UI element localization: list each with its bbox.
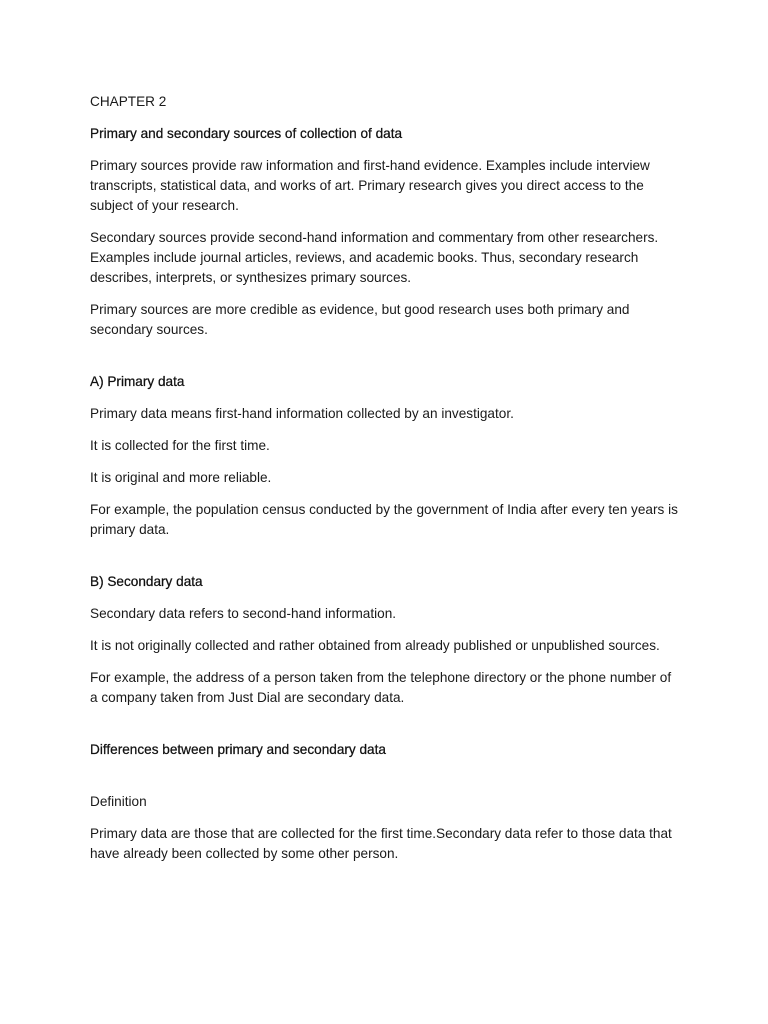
intro-paragraph-3: Primary sources are more credible as evidence, but good research uses both primary and secondary sources. [90,302,630,337]
definition-subheading: Definition [90,794,147,809]
section-a-paragraph-1: Primary data means first-hand information collected by an investigator. [90,406,514,421]
section-a-paragraph-4: For example, the population census conducted by the government of India after every ten years is primary data. [90,502,678,537]
section-b-heading: B) Secondary data [90,574,203,589]
section-a-heading: A) Primary data [90,374,185,389]
section-b-paragraph-1: Secondary data refers to second-hand information. [90,606,397,621]
differences-heading: Differences between primary and secondary data [90,742,386,757]
document-title: Primary and secondary sources of collection of data [90,126,403,141]
section-b-paragraph-3: For example, the address of a person taken from the telephone directory or the phone number of a company taken from Just Dial are secondary data. [90,670,672,705]
chapter-label: CHAPTER 2 [90,94,167,109]
intro-paragraph-1: Primary sources provide raw information and first-hand evidence. Examples include interview transcripts, statistical data, and works of art. Primary research gives you direct access to the subject of your research. [90,158,650,213]
section-a-paragraph-2: It is collected for the first time. [90,438,270,453]
intro-paragraph-2: Secondary sources provide second-hand information and commentary from other researchers. Examples include journal articles, reviews, and academic books. Thus, secondary research describes, interprets, or synthesizes primary sources. [90,230,659,285]
document-page [90,92,682,876]
section-b-paragraph-2: It is not originally collected and rather obtained from already published or unpublished sources. [90,638,660,653]
definition-paragraph: Primary data are those that are collected for the first time.Secondary data refer to those data that have already been collected by some other person. [90,826,672,861]
section-a-paragraph-3: It is original and more reliable. [90,470,272,485]
